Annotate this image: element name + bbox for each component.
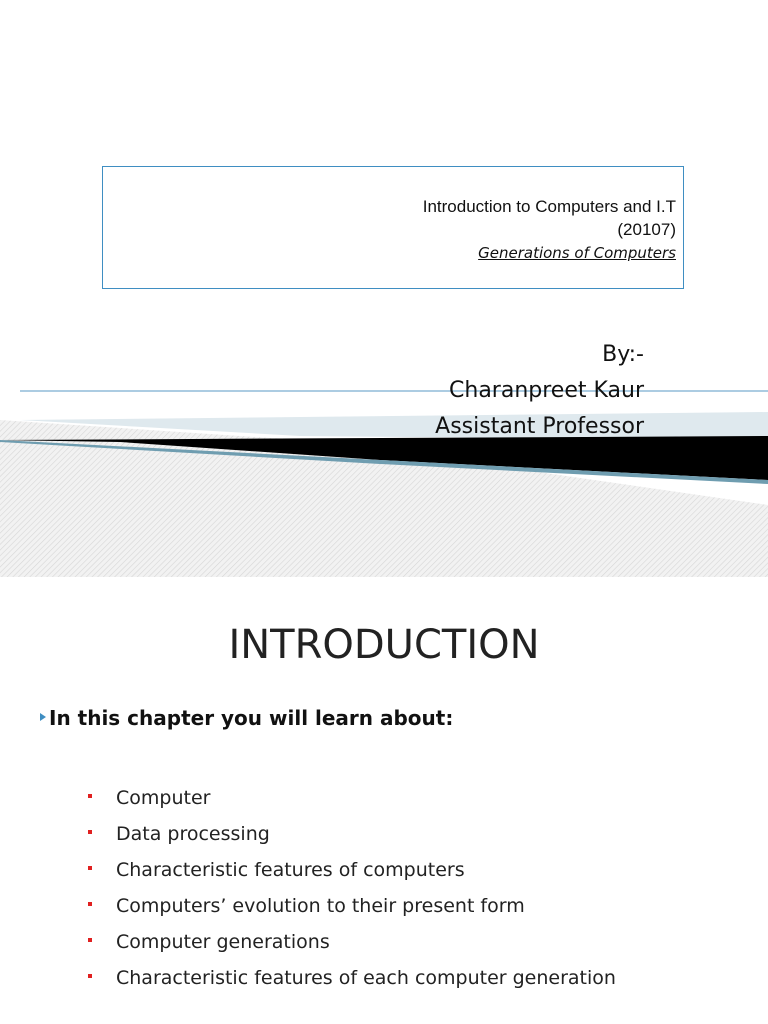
list-item: Computer generations: [88, 931, 616, 967]
lead-text: In this chapter you will learn about:: [49, 706, 454, 730]
square-bullet-icon: [88, 938, 92, 942]
list-item: Computers’ evolution to their present form: [88, 895, 616, 931]
list-item: Characteristic features of each computer generation: [88, 967, 616, 1003]
by-label: By:-: [602, 342, 644, 367]
square-bullet-icon: [88, 974, 92, 978]
author-block: [435, 337, 644, 445]
slide-subtitle: Generations of Computers: [478, 244, 676, 262]
decorative-bands: [0, 380, 768, 577]
title-textbox: [102, 166, 684, 289]
square-bullet-icon: [88, 866, 92, 870]
square-bullet-icon: [88, 830, 92, 834]
author-name: Charanpreet Kaur: [449, 378, 644, 403]
lead-line: [40, 706, 453, 730]
square-bullet-icon: [88, 794, 92, 798]
course-code: (20107): [617, 220, 676, 239]
list-item: Characteristic features of computers: [88, 859, 616, 895]
triangle-bullet-icon: [40, 713, 46, 721]
course-title: Introduction to Computers and I.T: [422, 197, 676, 216]
introduction-slide: [0, 578, 768, 1024]
list-item: Computer: [88, 787, 616, 823]
list-item: Data processing: [88, 823, 616, 859]
author-designation: Assistant Professor: [435, 414, 644, 439]
slide-heading: INTRODUCTION: [228, 622, 540, 668]
topic-list: [88, 787, 616, 1003]
square-bullet-icon: [88, 902, 92, 906]
